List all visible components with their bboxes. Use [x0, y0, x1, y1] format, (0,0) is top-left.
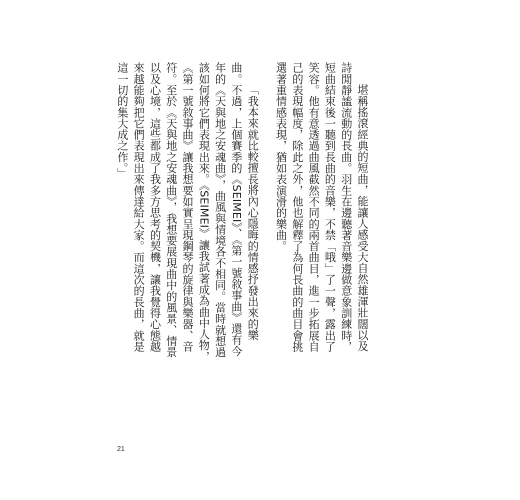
vertical-text-body: [114, 62, 370, 362]
paragraph-2: 「我本來就比較擅長將內心隱晦的情感抒發出來的樂曲。不過，上個賽季的《SEIMEI》、《第一號敘事曲》還有今年的《天與地之安魂曲》，曲風與情境各不相同。當時就想過該如何將它們表現出來。《SEIMEI》讓我試著成為曲中人物，《第一號敘事曲》讓我想要如實呈現鋼琴的旋律與樂器、音符。至於《天與地之安魂曲》，我想要展現曲中的風景、情景以及心境，這些都成了我多方思考的契機，讓我覺得心態越來越能夠把它們表現出來傳達給大家。而這次的長曲，就是這一切的集大成之作。」: [115, 62, 260, 362]
paragraph-1: 堪稱搖滾經典的短曲，能讓人感受大自然雄渾壯闊以及詩閒靜謐流動的長曲。羽生在邊聽著音樂邊做意象訓練時，短曲結束後一聽到長曲的音樂，不禁「哦」了一聲，露出了笑容。他有意透過曲風截然不同的兩首曲目，進一步拓展自己的表現幅度，除此之外，他也解釋了為何長曲的曲目會挑選著重情感表現，猶如表演滑的樂曲。: [274, 62, 369, 352]
page-number: 21: [117, 446, 125, 453]
